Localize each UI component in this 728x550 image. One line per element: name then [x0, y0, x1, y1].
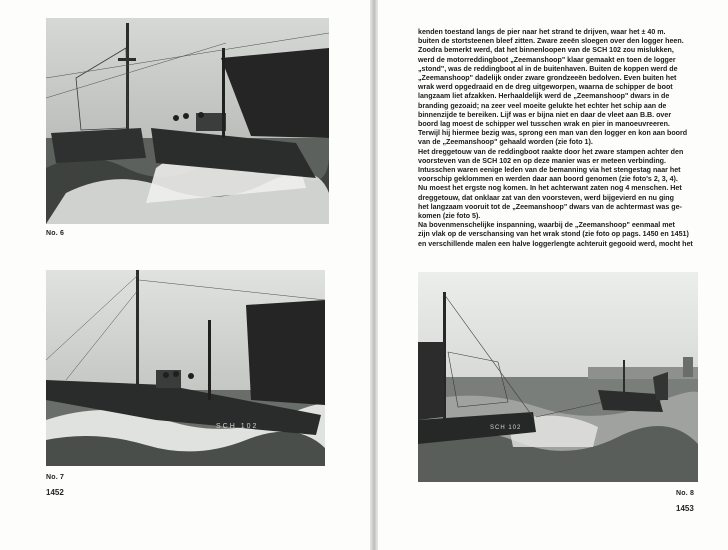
text-line: voorsteven van de SCH 102 en op deze manier was er meteen verbinding.	[418, 156, 666, 165]
text-line: Na bovenmenschelijke inspanning, waarbij de „Zeemanshoop" eenmaal met	[418, 221, 675, 230]
text-line: boord lag moest de schipper wel tusschen wrak en pier in manoeuvreeren.	[418, 120, 670, 129]
photo-6-image	[46, 18, 329, 224]
text-line: branding gezoaid; na zeer veel moeite gelukte het echter het schip aan de	[418, 101, 667, 110]
text-line: Zoodra bemerkt werd, dat het binnenloopen van de SCH 102 zou mislukken,	[418, 46, 674, 55]
text-line: voorschip geklommen en werden daar aan boord genomen (zie foto's 2, 3, 4).	[418, 175, 678, 184]
text-line: Het dreggetouw van de reddingboot raakte door het zware stampen achter den	[418, 147, 684, 156]
photo-no-7	[46, 270, 325, 466]
caption-no-7: No. 7	[46, 474, 65, 481]
photo-7-image	[46, 270, 325, 466]
text-line: buiten de stortsteenen bleef zitten. Zware zeeën sloegen over den logger heen.	[418, 37, 684, 46]
photo-no-6	[46, 18, 329, 224]
page-number-right: 1453	[676, 504, 694, 513]
text-line: Intusschen waren eenige leden van de bemanning via het stengestag naar het	[418, 166, 681, 175]
body-text	[418, 28, 706, 249]
caption-no-8: No. 8	[676, 490, 695, 497]
text-line: Nu moest het ergste nog komen. In het achterwant zaten nog 4 menschen. Het	[418, 184, 682, 193]
photo-7-hull-text: SCH 102	[216, 423, 259, 430]
photo-8-hull-text: SCH 102	[490, 425, 522, 431]
text-line: langzaam liet afzakken. Herhaaldelijk werd de „Zeemanshoop" dwars in de	[418, 92, 670, 101]
text-line: dreggetouw, dat onklaar zat van den voorsteven, werd bijgevierd en nu ging	[418, 193, 674, 202]
caption-no-6: No. 6	[46, 230, 65, 237]
photo-8-image	[418, 272, 698, 482]
text-line: en verschillende malen een halve loggerlengte achteruit gegooid werd, mocht het	[418, 239, 693, 248]
text-line: Terwijl hij hiermee bezig was, sprong een man van den logger en kon aan boord	[418, 129, 688, 138]
text-line: komen (zie foto 5).	[418, 212, 481, 221]
text-line: werd de motorreddingboot „Zeemanshoop" klaar gemaakt en toen de logger	[418, 55, 676, 64]
text-line: zijn vlak op de verschansing van het wrak stond (zie foto op pags. 1450 en 1451)	[418, 230, 689, 239]
text-line: kenden toestand langs de pier naar het strand te drijven, waar het ± 40 m.	[418, 28, 666, 36]
text-line: „stond", was de reddingboot al in de buitenhaven. Buiten de koppen werd de	[418, 64, 678, 73]
text-line: van de „Zeemanshoop" gehaald worden (zie foto 1).	[418, 138, 593, 147]
text-line: „Zeemanshoop" dadelijk onder zware grondzeeën bedolven. Even buiten het	[418, 74, 677, 83]
page-number-left: 1452	[46, 488, 64, 497]
text-line: binnenzijde te bereiken. Lijf was er bijna niet en daar de vleet aan B.B. over	[418, 110, 672, 119]
photo-no-8	[418, 272, 698, 482]
right-page	[378, 0, 728, 550]
text-line: het langzaam vooruit tot de „Zeemanshoop" dwars van de achtermast was ge-	[418, 202, 682, 211]
text-line: wrak werd opgedraaid en de dreg uitgeworpen, waarna de schipper de boot	[418, 83, 673, 92]
